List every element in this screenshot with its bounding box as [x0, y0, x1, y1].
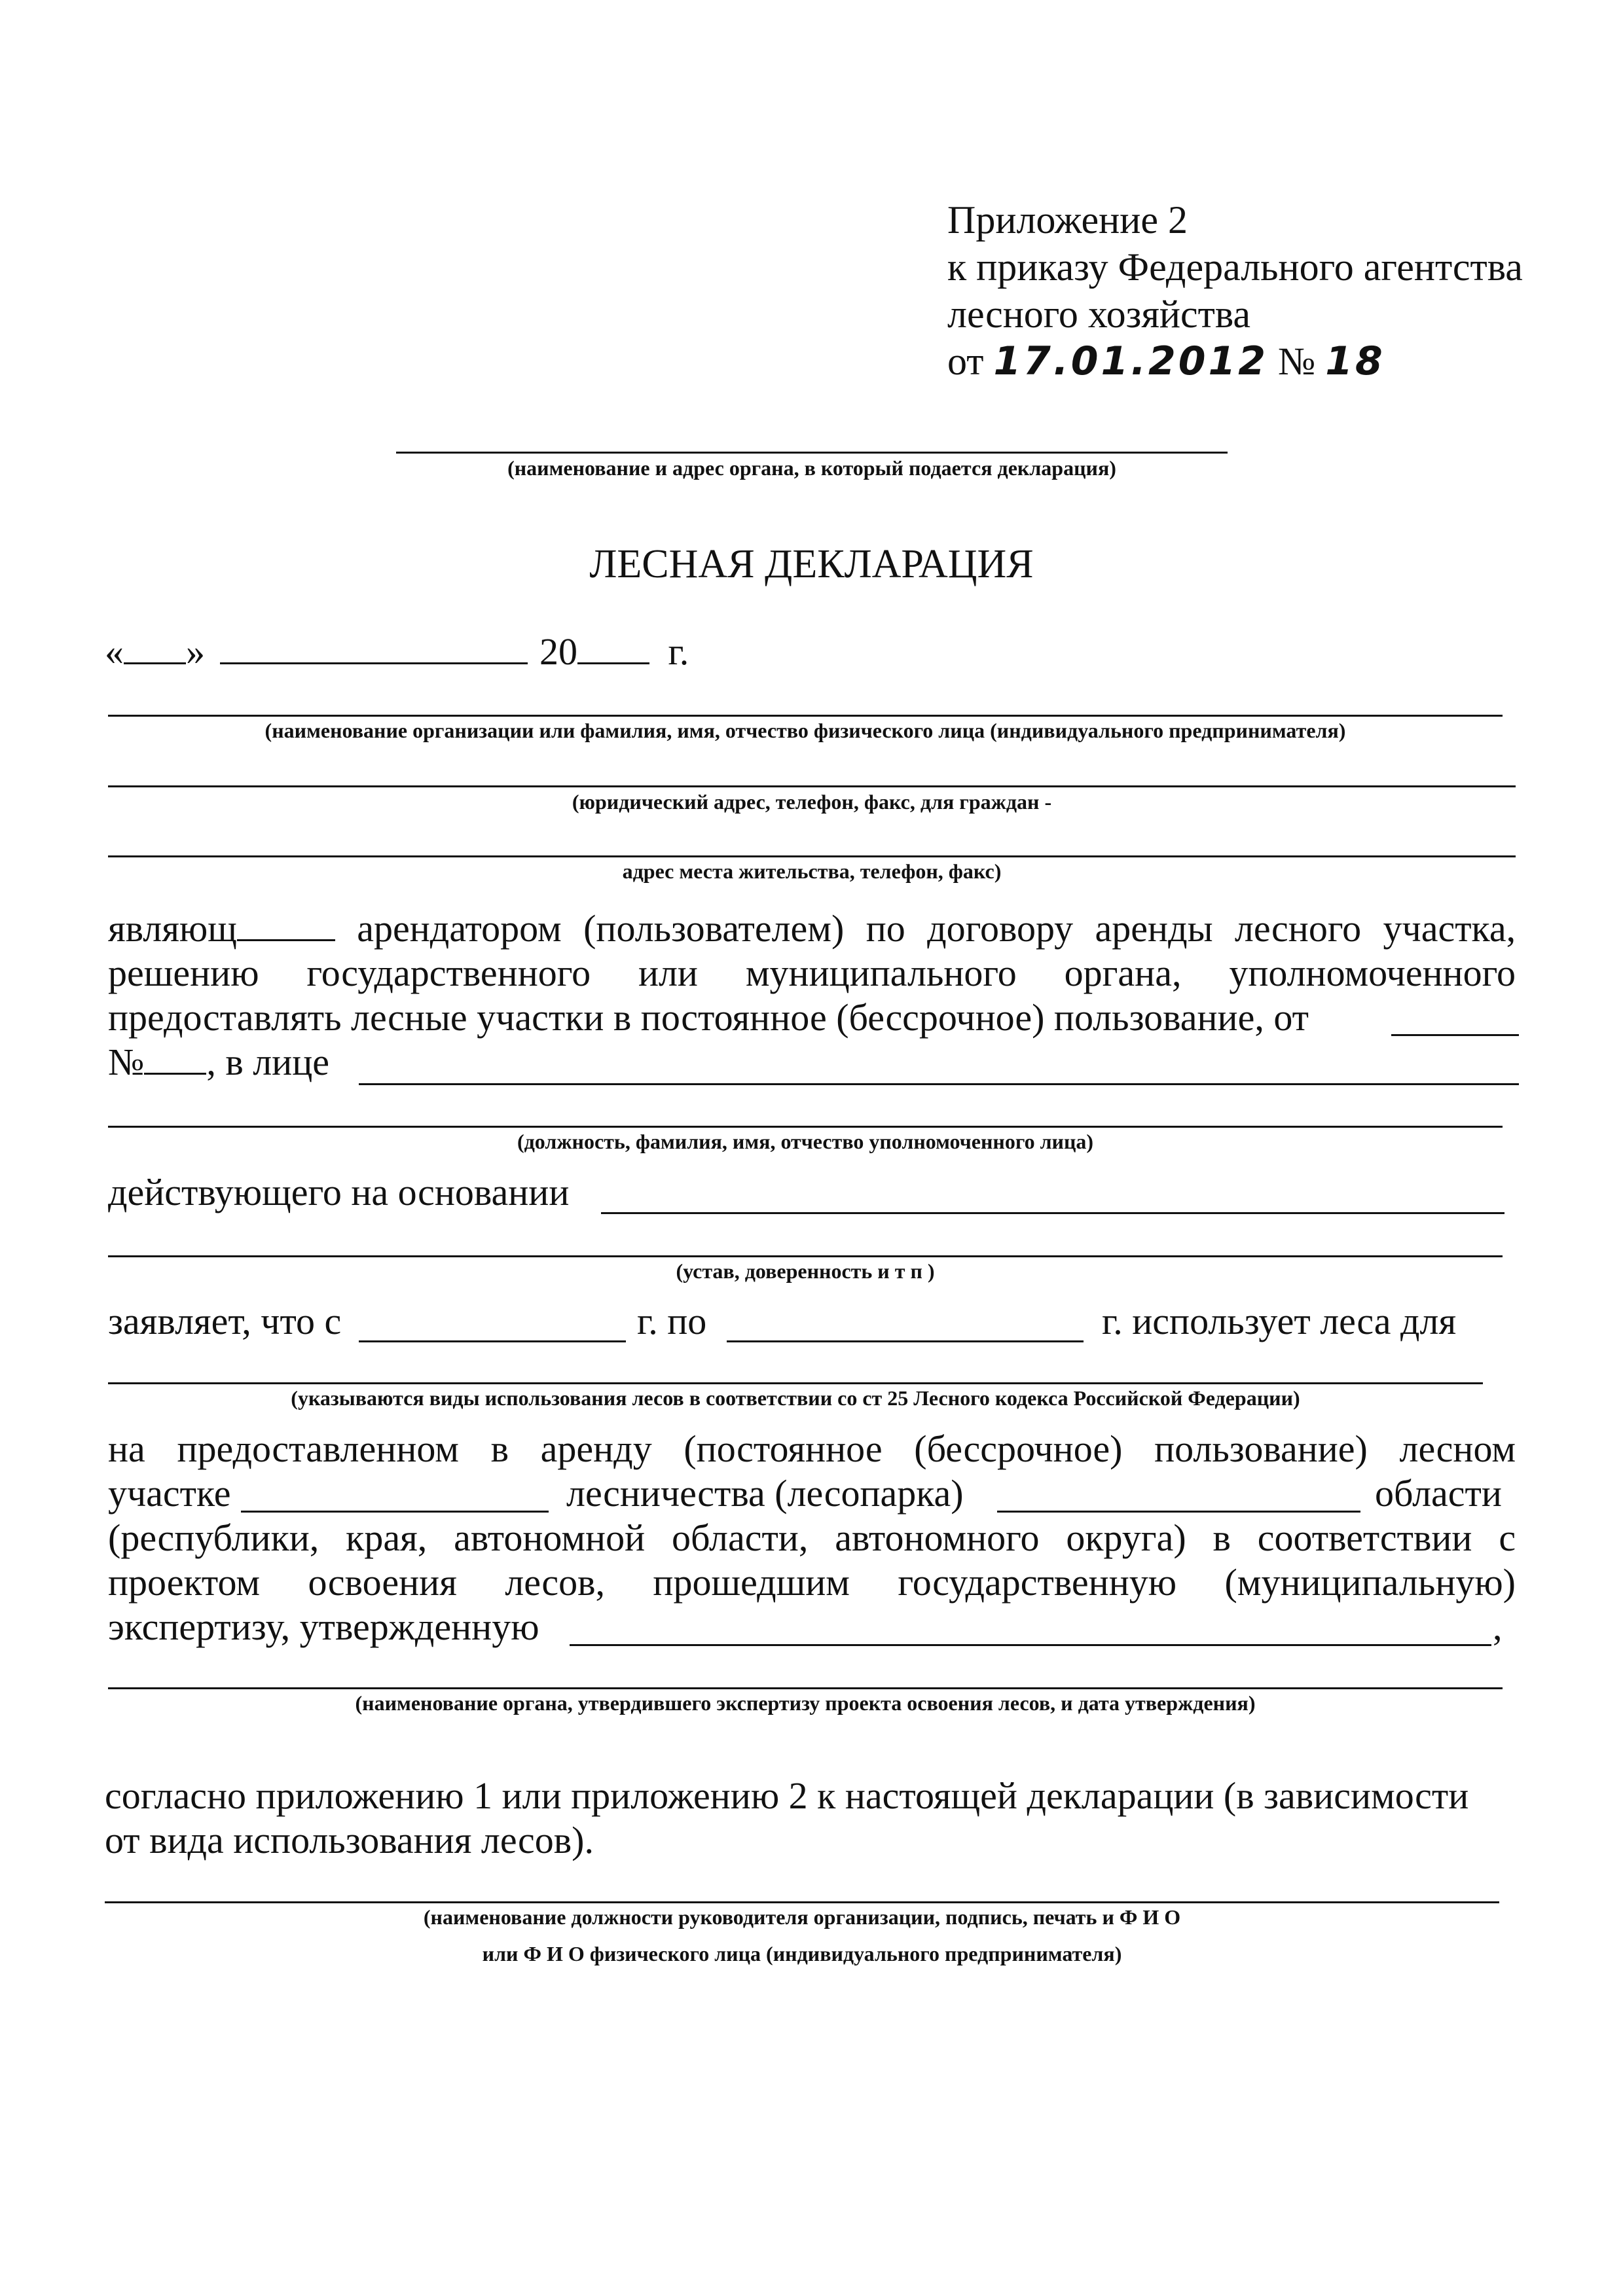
p2-word: в [1213, 1516, 1231, 1559]
p2-word: с [1499, 1516, 1516, 1559]
declaration-date-line [105, 630, 689, 674]
p2-word: соответствии [1257, 1516, 1472, 1559]
signature-line[interactable] [105, 1901, 1499, 1903]
period-to-label: г. по [637, 1300, 707, 1342]
forestry-label: лесничества (лесопарка) [566, 1472, 964, 1515]
appendix-order-line: к приказу Федерального агентства [947, 245, 1523, 289]
appendix-block [947, 196, 1523, 385]
p1-word: или [638, 952, 698, 994]
p2-word: предоставленном [177, 1427, 459, 1470]
p2-word: округа) [1066, 1516, 1186, 1559]
p2-word: области, [671, 1516, 809, 1559]
paragraph2-line3 [108, 1516, 1516, 1560]
appendix-title: Приложение 2 [947, 198, 1188, 242]
appendix-number-handwritten: 18 [1325, 338, 1385, 384]
p2-word: прошедшим [653, 1561, 850, 1604]
legal-address-line[interactable] [108, 785, 1516, 787]
uses-forest-label: г. использует леса для [1102, 1300, 1457, 1342]
paragraph1-line2 [108, 951, 1516, 996]
p2-word: (постоянное [684, 1427, 883, 1470]
p2-word: лесном [1399, 1427, 1516, 1470]
p1-word: аренды [1095, 907, 1213, 950]
representative-caption: (должность, фамилия, имя, отчество уполномоченного лица) [517, 1130, 1094, 1153]
p1-word: государственного [306, 952, 591, 994]
p1-word: муниципального [745, 952, 1017, 994]
p2-word: лесов, [505, 1561, 606, 1604]
day-field[interactable] [124, 630, 186, 664]
p2-word: автономного [835, 1516, 1040, 1559]
declares-label: заявляет, что с [108, 1300, 342, 1342]
authority-line[interactable] [396, 452, 1228, 454]
contract-date-field[interactable] [1391, 1001, 1519, 1036]
paragraph1-line4 [108, 1040, 329, 1085]
appendix-number-sign: № [1278, 340, 1316, 383]
p2-word: на [108, 1427, 145, 1470]
p1-word: по [866, 907, 905, 950]
p2-word: края, [346, 1516, 428, 1559]
p2-word: пользование) [1154, 1427, 1368, 1470]
p1-word: арендатором [357, 907, 562, 950]
month-field[interactable] [220, 630, 528, 664]
forestry-field[interactable] [997, 1511, 1360, 1513]
p2-word: (республики, [108, 1516, 319, 1559]
authority-caption: (наименование и адрес органа, в который подается декларация) [507, 456, 1116, 480]
expertise-approved-field[interactable] [570, 1644, 1491, 1646]
acting-basis-label: действующего на основании [108, 1171, 570, 1213]
p1-line3-text: предоставлять лесные участки в постоянное (бессрочное) пользование, от [108, 996, 1309, 1039]
forest-use-caption: (указываются виды использования лесов в соответствии со ст 25 Лесного кодекса Российской Федерации) [291, 1386, 1300, 1410]
year-field[interactable] [577, 630, 649, 664]
basis-line[interactable] [108, 1255, 1503, 1257]
date-close-quote: » [186, 630, 205, 673]
paragraph1-line3 [108, 996, 1309, 1040]
tenant-word: являющ [108, 907, 237, 950]
paragraph3-line1: согласно приложению 1 или приложению 2 к настоящей декларации (в зависимости [105, 1774, 1469, 1817]
p2-word: освоения [308, 1561, 457, 1604]
p1-word: органа, [1064, 952, 1182, 994]
expertise-line[interactable] [108, 1687, 1503, 1689]
number-sign: № [108, 1041, 145, 1083]
residence-caption: адрес места жительства, телефон, факс) [622, 859, 1002, 883]
period-end-field[interactable] [727, 1340, 1084, 1342]
document-title: ЛЕСНАЯ ДЕКЛАРАЦИЯ [589, 542, 1034, 586]
p1-word: участка, [1383, 907, 1516, 950]
basis-caption: (устав, доверенность и т п ) [676, 1259, 935, 1283]
p2-word: государственную [898, 1561, 1177, 1604]
p2-word: (муниципальную) [1224, 1561, 1516, 1604]
period-start-field[interactable] [359, 1340, 626, 1342]
paragraph2-line1 [108, 1427, 1516, 1471]
year-prefix: 20 [539, 630, 577, 673]
p2-word: аренду [540, 1427, 652, 1470]
expertise-caption: (наименование органа, утвердившего экспертизу проекта освоения лесов, и дата утверждения) [355, 1691, 1256, 1715]
tenant-ending-field[interactable] [237, 906, 335, 941]
site-field[interactable] [241, 1511, 549, 1513]
year-suffix: г. [668, 630, 689, 673]
p1-word: (пользователем) [583, 907, 845, 950]
p2-word: в [490, 1427, 509, 1470]
p1-word: лесного [1234, 907, 1362, 950]
represented-by-label: , в лице [206, 1041, 329, 1083]
legal-address-caption: (юридический адрес, телефон, факс, для граждан - [572, 790, 1052, 814]
paragraph3-line2: от вида использования лесов). [105, 1819, 594, 1861]
p1-word: уполномоченного [1229, 952, 1516, 994]
appendix-date-prefix: от [947, 340, 984, 383]
paragraph1-line1 [108, 906, 1516, 951]
p2-word: проектом [108, 1561, 261, 1604]
organization-line[interactable] [108, 715, 1503, 717]
appendix-date-handwritten: 17.01.2012 [993, 338, 1269, 384]
paragraph2-line4 [108, 1560, 1516, 1605]
expertise-label: экспертизу, утвержденную [108, 1605, 539, 1648]
acting-basis-field[interactable] [601, 1212, 1504, 1214]
contract-number-field[interactable] [144, 1040, 206, 1075]
date-open-quote: « [105, 630, 124, 673]
forest-use-line[interactable] [108, 1382, 1483, 1384]
p2-word: автономной [454, 1516, 646, 1559]
p1-word: договору [927, 907, 1074, 950]
representative-name-field[interactable] [359, 1083, 1519, 1085]
site-label: участке [108, 1472, 231, 1515]
appendix-agency-line: лесного хозяйства [947, 293, 1251, 336]
signature-caption: (наименование должности руководителя организации, подпись, печать и Ф И О [423, 1905, 1181, 1929]
signature-caption-2: или Ф И О физического лица (индивидуального предпринимателя) [482, 1942, 1122, 1965]
region-label: области [1375, 1472, 1502, 1515]
organization-caption: (наименование организации или фамилия, имя, отчество физического лица (индивидуального предпринимателя) [264, 719, 1346, 742]
appendix-date-line [947, 338, 1523, 385]
residence-line[interactable] [108, 855, 1516, 857]
representative-line[interactable] [108, 1126, 1503, 1128]
p2-word: (бессрочное) [914, 1427, 1123, 1470]
p1-word: решению [108, 952, 259, 994]
expertise-comma: , [1493, 1605, 1503, 1648]
